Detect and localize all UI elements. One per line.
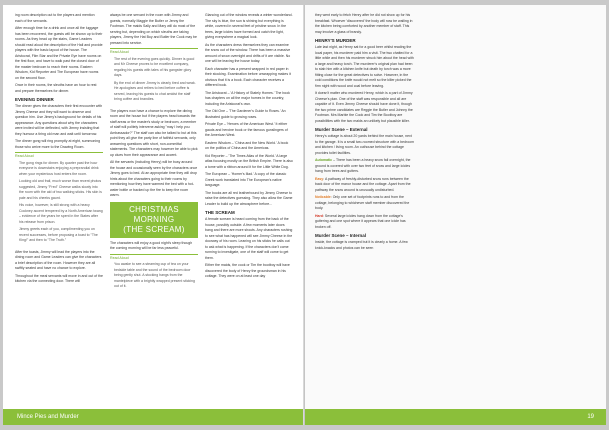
footer-book-title: Mince Pies and Murder bbox=[3, 409, 304, 425]
book-entry-text: – 'Heroes of the American West.' It either gauds and heroine book or the famous gunslingers of the American West. bbox=[205, 122, 288, 137]
clue-difficulty: Noticable bbox=[315, 195, 331, 199]
body-paragraph: All the servants (including Henry) will be busy around the house and occasionally seen by the characters once Jimmy goes to bed. At an appropriate time they will drop hints about the characters going to their rooms by mentioning how they have warmed the bed with a hot-water bottle or backed up the fire to keep the room warm. bbox=[110, 160, 198, 197]
clue-text: – There has been a heavy snow fall overnight, the ground is covered with over two feet of snow and large icicles hang from trees and gutters. bbox=[315, 158, 411, 173]
book-entry-label: The Aristocrat bbox=[205, 90, 227, 95]
book-entry-text: – 'The Times Atlas of the World.' A large atlas focusing mostly on the British Empire. There is also a tome with a ribbon around it for the Little White Dog. bbox=[205, 153, 293, 169]
right-column-1 bbox=[315, 13, 415, 391]
book-entry-label: Eastern Wisdom bbox=[205, 140, 231, 145]
clue-difficulty: Easy bbox=[315, 176, 324, 181]
book-entry-text: – 'China and the New World.' A book on the politics of China and the Americas. bbox=[205, 140, 289, 150]
book-entry-text: – 'Homer's Iliad.' A copy of the classic Greek work translated into The European's native language. bbox=[205, 172, 287, 187]
section-heading-evening-dinner: EVENING DINNER bbox=[15, 97, 54, 102]
body-paragraph: The players now have a chance to explore the dining room and the house but if the players head towards the staff areas or the master's study or bedroom, a member of staff will politely intervene asking "may I help you Ambassador?" The staff can also be talked to but at this point they all give the party line of faithful servants, only answering questions with short, non-committal statements. The characters may however be able to pick up clues from their appearance and accent. bbox=[110, 108, 198, 157]
body-paragraph: The books are all red leatherbound by Jimmy Cheese to raise the detectives guessing. They also allow the Game Leader to build up the atmosphere before... bbox=[205, 190, 293, 206]
read-aloud-text: By the end of dinner Jimmy is clearly tired and weak. He apologises and retires to bed before coffee is served, leaving his guests to chat amidst the staff bring coffee and brandies. bbox=[114, 80, 196, 101]
section-heading-murder-scene-internal: Murder Scene – Internal bbox=[315, 233, 367, 238]
left-page bbox=[3, 5, 304, 425]
book-entry-text: – 'The Gardener's Guide to Roses.' An illustrated guide to growing roses. bbox=[205, 109, 286, 119]
body-paragraph: Throughout the meal servants will move in and out of the kitchen via the connecting door. There will bbox=[15, 273, 103, 283]
christmas-morning-banner bbox=[110, 202, 198, 238]
clue-difficulty: Automatic bbox=[315, 158, 333, 162]
read-aloud-text: The gong rings for dinner. By quarter past the hour everyone is downstairs enjoying a preprandial drink when your mysterious host enters the room. bbox=[19, 160, 99, 176]
body-paragraph: Henry's cottage is about 20 yards behind the main house, next to the garage. It is a small two-roomed structure with a bedroom and kitchen / living room. An outhouse behind the cottage provides toilet facilities. bbox=[315, 134, 415, 155]
book-spread bbox=[3, 5, 606, 425]
read-aloud-text: Jimmy greets each of you, complimenting you on recent successes, before proposing a toast to "The King!" and then to "The Truth." bbox=[19, 227, 98, 242]
book-entry bbox=[205, 172, 293, 189]
book-entry bbox=[205, 122, 293, 139]
body-paragraph: After the toasts, Jimmy will lead the players into the dining room and Game Leaders can give the characters a brief description of the room. However they are all swiftly seated and have no chance to explore. bbox=[15, 249, 102, 270]
clue-text: : Several large icicles hang down from the cottage's guttering and one spot where it appears that one icicle has broken off. bbox=[315, 213, 406, 229]
read-aloud-box bbox=[15, 152, 103, 247]
body-paragraph: A female scream is heard coming from the back of the house, possibly outside. A few moments later doors bang and there are more shouts. Any characters rushing to see what has happened will see Jimmy Cheese in the doorway of his room. Leaning on his sticks he calls out to ask what is happening. If the characters don't come running to investigate, one of the staff will come to get them. bbox=[205, 217, 293, 260]
body-paragraph: always be one servant in the room with Jimmy and guests, normally Maggie the Butler or Jenny the Footman. The maids Sally and Mary will do most of the serving but, depending on which sleuths are taking players, Jimmy the Hat Boy and Butler the Cook may be pressed into service. bbox=[110, 13, 197, 45]
section-heading-murder-scene-external: Murder Scene – External bbox=[315, 127, 368, 132]
right-page bbox=[305, 5, 606, 425]
body-paragraph: Each character has a present wrapped in red paper in their stocking. Examination before unwrapping makes it obvious that it is a book. Each character receives a different book. bbox=[205, 66, 291, 87]
book-entry-label: Private Eye bbox=[205, 122, 223, 126]
book-entry-label: The European bbox=[205, 172, 228, 176]
section-heading-henrys-murder: HENRY'S MURDER bbox=[315, 38, 356, 43]
book-entry-label: Kid Reporter bbox=[205, 153, 225, 158]
clue-difficulty: Hard bbox=[315, 213, 323, 218]
read-aloud-box bbox=[110, 254, 198, 293]
body-paragraph: It doesn't matter who murdered Henry, which is a part of Jimmy Cheese's plan. One of the staff was responsible and all are capable of it. Even Jimmy Cheese should have done it, though the two prime candidates are Reggie the Butler and Johnny the Footman. Mrs Marble the Cook and Tim the Bootboy are possibilities with the two maids an unlikely but plausible killer. bbox=[315, 91, 413, 123]
book-entry-text: – 'A History of Stately Homes.' The book has chapters on all the major homes in the country, including the Aristocrat's own. bbox=[205, 90, 290, 106]
book-entry bbox=[205, 154, 293, 171]
body-paragraph: Inside, the cottage is cramped but it is clearly a home. A few knick-knacks and photos can be seen bbox=[315, 240, 408, 250]
left-column-1 bbox=[15, 13, 103, 391]
left-column-3 bbox=[205, 13, 293, 391]
body-paragraph: Glancing out of the window reveals a winter wonderland. The sky is blue, the sun is shining but everything is white, covered in several feet of pristine snow. In the trees, large icicles have formed and catch the light, giving everywhere a magical look. bbox=[205, 13, 293, 39]
read-aloud-text: The rest of the evening goes quickly. Dinner is good and Mr Cheese proves to be excellent company, regaling his guests with tales of his gangster glory days. bbox=[114, 56, 195, 77]
footer-page-number: 19 bbox=[305, 409, 606, 425]
clue-text: : Only one set of footprints runs to and from the cottage, belonging to whichever staff member discovered the body. bbox=[315, 195, 410, 210]
body-paragraph: The dinner gong will ring promptly at eight, summoning those who arrive more to the Drawing Room. bbox=[15, 139, 101, 149]
clue-entry bbox=[315, 214, 415, 231]
book-entry bbox=[205, 91, 293, 108]
clue-entry bbox=[315, 177, 415, 194]
body-paragraph: Once in their rooms, the sleuths have an hour to rest and prepare themselves for dinner. bbox=[15, 83, 97, 93]
read-aloud-title: Read Aloud bbox=[110, 255, 129, 260]
body-paragraph: Late last night, as Henry sat for a good beer whilst reading the local paper, his murderer paid him a visit. The two chatted for a little while and then his murderer struck him about the head with a large and heavy torch. The murderer's original plan had been to stab him with a kitchen knife but death by torch was a more fitting close for the great detectives to solve. However, in the cold conditions the knife would not melt so the killer picked the firm night with wood and coal before leaving. bbox=[315, 45, 414, 88]
book-entry bbox=[205, 141, 293, 152]
body-paragraph: The dinner gives the characters their first encounter with Jimmy Cheese and they will want to observe and question him. Use Jimmy's background for details of his appearance. Any questions about why the characters were invited will be deflected, with Jimmy insisting that they humour a tiring old man and wait until tomorrow. bbox=[15, 104, 103, 136]
body-paragraph: As the characters dress themselves they can examine the snow out of the window. There has been a massive amount of snow overnight and drifts of it are visible. No one will be leaving the house today. bbox=[205, 42, 291, 63]
body-paragraph: The characters will enjoy a good night's sleep though the coming morning will be far less peaceful. bbox=[110, 240, 193, 250]
body-paragraph: ing room description out to the players and mention each of the servants. bbox=[15, 13, 95, 23]
banner-title-line: CHRISTMAS MORNING bbox=[129, 204, 179, 224]
read-aloud-box bbox=[110, 48, 198, 106]
read-aloud-text: Looking old and frail, much worse than recent photos suggested, Jimmy "Fred" Cheese walks slowly into the room with the aid of two walking sticks. His skin is pale and his cheeks gaunt. bbox=[19, 179, 102, 200]
clue-entry bbox=[315, 158, 415, 175]
read-aloud-text: You awake to see a steaming cup of tea on your bedside table and the sound of the bedroom door being gently shut. A stocking hangs from the mantelpiece with a brightly wrapped present sticking out of it. bbox=[114, 262, 195, 288]
banner-subtitle-line: (THE SCREAM) bbox=[123, 224, 185, 234]
left-column-2 bbox=[110, 13, 198, 391]
book-entry-label: The Old One bbox=[205, 109, 226, 113]
read-aloud-title: Read Aloud bbox=[15, 154, 34, 158]
section-heading-the-scream: THE SCREAM bbox=[205, 210, 235, 215]
body-paragraph: Either the maids, the cook or Tim the bootboy will have discovered the body of Henry the groundsman in his cottage. They were on at least one day bbox=[205, 263, 290, 278]
clue-entry bbox=[315, 195, 415, 212]
read-aloud-title: Read Aloud bbox=[110, 50, 129, 54]
book-entry bbox=[205, 109, 293, 120]
read-aloud-text: His voice, however, is still strong with a heavy Cockney accent tempered by a North American twang – evidence of the years he spent in the States after his release from prison. bbox=[19, 203, 103, 224]
body-paragraph: they went early to fetch Henry after he did not show up for his breakfast. Whoever 'discovered' the body will now be wailing in the kitchen being comforted by another member of staff. This may involve a glass of brandy. bbox=[315, 13, 413, 34]
body-paragraph: After enough time for a drink and once all the luggage has been recovered, the guests will be shown up to their rooms. As they head up the stairs, Game Leaders should read aloud the description of the Hall and provide players with the basic layout of the house. The Aristocrat, Film Star and the Private Eye have rooms on the first floor, and have to walk past the closed door of the master bedroom to reach their rooms. Eastern Wisdom, Kid Reporter and The European have rooms on the second floor. bbox=[15, 26, 103, 80]
clue-text: : A pathway of freshly-disturbed snow runs between the back door of the manor house and the cottage. Apart from the pathway the snow around is unusually undisturbed. bbox=[315, 176, 411, 192]
